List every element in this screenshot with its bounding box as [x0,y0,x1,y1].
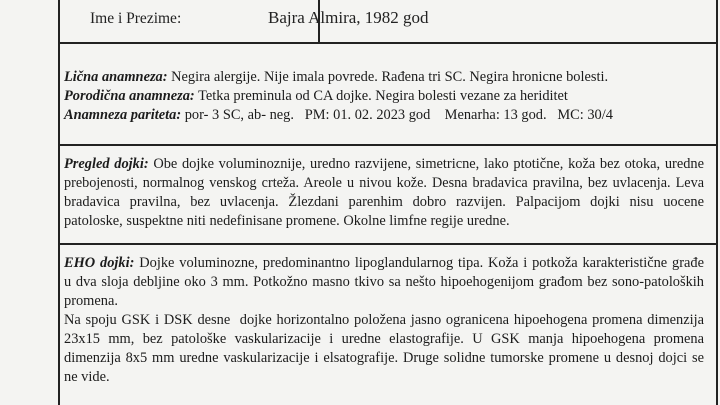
anamneza-pariteta-text: por- 3 SC, ab- neg. PM: 01. 02. 2023 god Menarha: 13 god. MC: 30/4 [181,107,613,123]
porodicna-anamneza-label: Porodična anamneza: [64,88,195,104]
section-divider-2 [58,243,718,245]
eho-line-3: promena. [64,293,118,309]
pregled-line-3: bradavica pravilna, bez uvlacenja. Žlezdani parenhim dobro razvijen. Palpacijom dojki nisu uocene [64,194,704,210]
pregled-dojki-section [64,155,704,231]
licna-anamneza-label: Lična anamneza: [64,69,168,85]
porodicna-anamneza-line [64,87,704,106]
eho-dojki-section [64,254,704,387]
porodicna-anamneza-text: Tetka preminula od CA dojke. Negira bolesti vezane za heriditet [194,88,568,104]
section-divider-1 [58,144,718,146]
eho-line-6: dimenzija 8x5 mm uredne vaskularizacije i elsatografije. Druge solidne tumorske promene u desnoj dojci se [64,350,704,366]
pregled-line-1-text: Obe dojke voluminoznije, uredno razvijene, simetricne, lako ptotične, koža bez otoka, uredne [148,156,704,172]
licna-anamneza-text: Negira alergije. Nije imala povrede. Rađena tri SC. Negira hronicne bolesti. [167,69,609,85]
eho-dojki-label: EHO dojki: [64,255,135,271]
pregled-line-4: patoloske, suspektne niti nedefinisane promene. Okolne limfne regije uredne. [64,213,510,229]
eho-line-4: Na spoju GSK i DSK desne dojke horizontalno položena jasno ogranicena hipoehogena promena dimenzija [64,312,704,328]
eho-line-1 [64,254,704,273]
licna-anamneza-line [64,68,704,87]
eho-line-1-text: Dojke voluminozne, predominantno lipoglandularnog tipa. Koža i potkoža karakteristične građe [134,255,704,271]
anamneza-section [64,68,704,125]
eho-line-5: 23x15 mm, bez patološke vaskularizacije i uredne elastografije. U GSK manja hipoehogena promena [64,331,704,347]
eho-line-7: ne vide. [64,369,110,385]
eho-line-2: u dva sloja debljine oko 3 mm. Potkožno masno tkivo sa nešto hipoehogenijom građom bez sono-patoloških [64,274,704,290]
pregled-dojki-label: Pregled dojki: [64,156,149,172]
anamneza-pariteta-line [64,106,704,125]
pregled-line-2: prebojenosti, normalnog venskog crteža. Areole u nivou kože. Desna bradavica pravilna, bez uvlacenja. Leva [64,175,704,191]
name-value: Bajra Almira, 1982 god [268,8,429,27]
pregled-line-1 [64,155,704,174]
name-label: Ime i Prezime: [90,10,182,27]
anamneza-pariteta-label: Anamneza pariteta: [64,107,182,123]
